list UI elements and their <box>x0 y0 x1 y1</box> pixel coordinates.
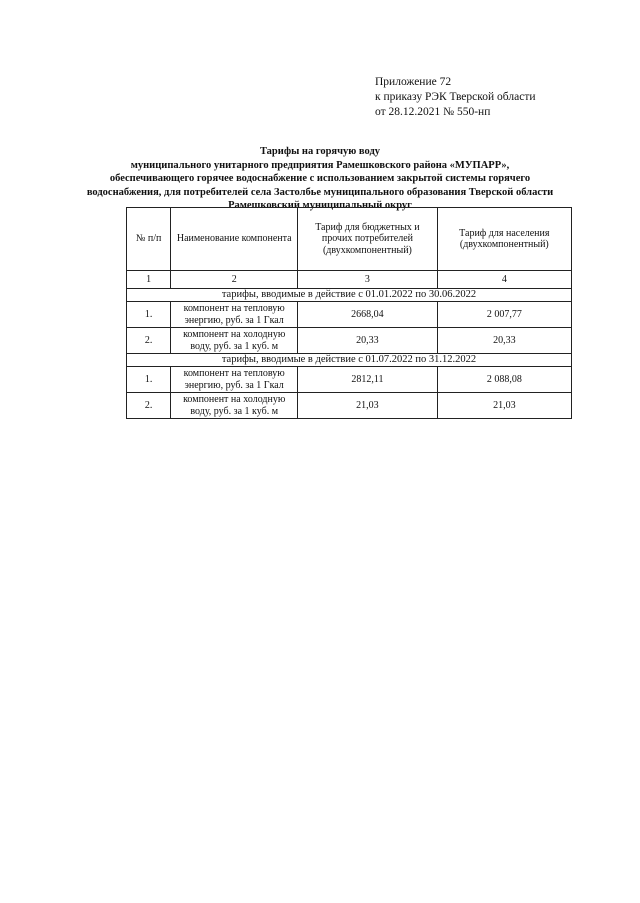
header-number: № п/п <box>127 208 171 271</box>
appendix-line: от 28.12.2021 № 550-нп <box>375 106 491 118</box>
title-line: Рамешковский муниципальный округ <box>228 200 412 211</box>
row-number: 1. <box>127 367 171 393</box>
appendix-line: Приложение 72 <box>375 76 452 88</box>
table-row <box>127 393 572 419</box>
row-budget-value: 2812,11 <box>298 367 437 393</box>
row-population-value: 20,33 <box>437 328 571 354</box>
appendix-block <box>375 75 536 120</box>
column-number: 3 <box>298 271 437 289</box>
row-population-value: 21,03 <box>437 393 571 419</box>
period-row <box>127 354 572 367</box>
title-line: обеспечивающего горячее водоснабжение с использованием закрытой системы горячего <box>109 173 531 184</box>
row-component-name: компонент на холодную воду, руб. за 1 куб. м <box>171 328 298 354</box>
header-budget-tariff: Тариф для бюджетных и прочих потребителей (двухкомпонентный) <box>298 208 437 271</box>
row-budget-value: 20,33 <box>298 328 437 354</box>
column-number: 1 <box>127 271 171 289</box>
document-title <box>40 145 600 213</box>
period-row <box>127 289 572 302</box>
period-label: тарифы, вводимые в действие с 01.01.2022 по 30.06.2022 <box>127 289 572 302</box>
row-number: 2. <box>127 393 171 419</box>
table-row <box>127 328 572 354</box>
column-numbers-row <box>127 271 572 289</box>
header-population-tariff: Тариф для населения (двухкомпонентный) <box>437 208 571 271</box>
title-line: Тарифы на горячую воду <box>259 146 381 157</box>
row-component-name: компонент на холодную воду, руб. за 1 куб. м <box>171 393 298 419</box>
row-number: 2. <box>127 328 171 354</box>
table-header-row <box>127 208 572 271</box>
title-line: муниципального унитарного предприятия Рамешковского района «МУПАРР», <box>130 159 510 171</box>
tariff-table <box>126 207 572 419</box>
row-population-value: 2 088,08 <box>437 367 571 393</box>
column-number: 2 <box>171 271 298 289</box>
row-population-value: 2 007,77 <box>437 302 571 328</box>
row-component-name: компонент на тепловую энергию, руб. за 1 Гкал <box>171 302 298 328</box>
table-row <box>127 367 572 393</box>
period-label: тарифы, вводимые в действие с 01.07.2022 по 31.12.2022 <box>127 354 572 367</box>
row-budget-value: 21,03 <box>298 393 437 419</box>
row-component-name: компонент на тепловую энергию, руб. за 1 Гкал <box>171 367 298 393</box>
title-line: водоснабжения, для потребителей села Застолбье муниципального образования Тверской области <box>86 186 554 198</box>
column-number: 4 <box>437 271 571 289</box>
row-budget-value: 2668,04 <box>298 302 437 328</box>
table-row <box>127 302 572 328</box>
appendix-line: к приказу РЭК Тверской области <box>375 91 536 103</box>
row-number: 1. <box>127 302 171 328</box>
header-component: Наименование компонента <box>171 208 298 271</box>
